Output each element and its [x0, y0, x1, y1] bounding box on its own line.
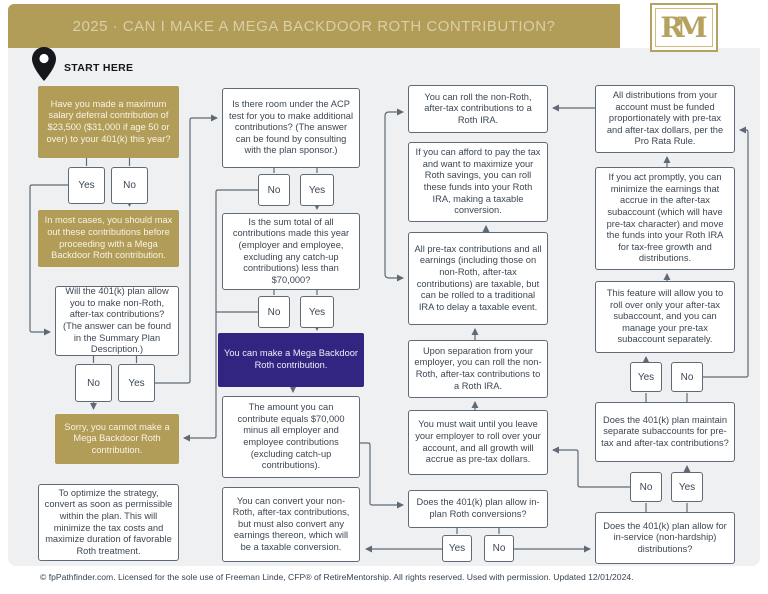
question-plan-allows-after-tax: Will the 401(k) plan allow you to make non-Roth, after-tax contributions? (The answer can be found in the Summary Plan Description.): [55, 286, 179, 356]
info-max-out-contributions: In most cases, you should max out these contributions before proceeding with a Mega Backdoor Roth contribution.: [38, 210, 179, 267]
q5-yes-box: Yes: [442, 535, 472, 562]
q4-no-box: No: [258, 296, 290, 328]
info-optimize-strategy: To optimize the strategy, convert as soon as permissible within the plan. This will minimize the tax costs and maximize duration of favorable Roth treatment.: [38, 484, 179, 561]
question-acp-test-room: Is there room under the ACP test for you to make additional contributions? (The answer can be found by consulting with the plan sponsor.): [222, 88, 360, 168]
question-inservice-distributions: Does the 401(k) plan allow for in-service (non-hardship) distributions?: [595, 512, 735, 564]
q6-yes-box: Yes: [671, 472, 703, 502]
info-pretax-taxable: All pre-tax contributions and all earnings (including those on non-Roth, after-tax contributions) are taxable, but can be rolled to a traditional IRA to delay a taxable event.: [408, 232, 548, 325]
q3-no-box: No: [258, 174, 290, 206]
info-must-wait: You must wait until you leave your employer to roll over your account, and all growth will accrue as pre-tax dollars.: [408, 410, 548, 475]
logo-monogram: RM: [660, 11, 701, 44]
q7-no-box: No: [671, 362, 703, 392]
q3-yes-box: Yes: [300, 174, 334, 206]
q1-yes-box: Yes: [68, 167, 105, 204]
question-sum-under-70000: Is the sum total of all contributions made this year (employer and employee, excluding any catch-up contributions) less than $70,000?: [222, 213, 360, 290]
question-inplan-roth-conversions: Does the 401(k) plan allow in-plan Roth conversions?: [408, 490, 548, 528]
info-upon-separation: Upon separation from your employer, you can roll the non-Roth, after-tax contributions to a Roth IRA.: [408, 340, 548, 398]
info-contribution-amount: The amount you can contribute equals $70,000 minus all employer and employee contributions (excluding catch-up contributions).: [222, 396, 360, 478]
q7-yes-box: Yes: [630, 362, 662, 392]
copyright-footer: © fpPathfinder.com. Licensed for the sole use of Freeman Linde, CFP® of RetireMentorship. All rights reserved. Used with permission. Updated 12/01/2024.: [40, 572, 634, 582]
question-separate-subaccounts: Does the 401(k) plan maintain separate subaccounts for pre-tax and after-tax contributions?: [595, 402, 735, 462]
q2-yes-box: Yes: [118, 364, 155, 402]
info-afford-tax-conversion: If you can afford to pay the tax and want to maximize your Roth savings, you can roll these funds into your Roth IRA, making a taxable conversion.: [408, 142, 548, 222]
q4-yes-box: Yes: [300, 296, 334, 328]
question-max-salary-deferral: Have you made a maximum salary deferral contribution of $23,500 ($31,000 if age 50 or over) to your 401(k) this year?: [38, 86, 179, 158]
result-can-make-contribution: You can make a Mega Backdoor Roth contribution.: [218, 333, 364, 387]
info-act-promptly: If you act promptly, you can minimize the earnings that accrue in the after-tax subaccount (which will have pre-tax character) and move the funds into your Roth IRA for tax-free growth and distributions.: [595, 167, 735, 270]
start-here-label: START HERE: [64, 62, 134, 74]
page-title: 2025 · CAN I MAKE A MEGA BACKDOOR ROTH CONTRIBUTION?: [72, 17, 556, 35]
q2-no-box: No: [75, 364, 112, 402]
q5-no-box: No: [484, 535, 514, 562]
q1-no-box: No: [111, 167, 148, 204]
result-cannot-make-contribution: Sorry, you cannot make a Mega Backdoor Roth contribution.: [55, 414, 179, 464]
info-roll-to-roth-ira: You can roll the non-Roth, after-tax contributions to a Roth IRA.: [408, 85, 548, 133]
q6-no-box: No: [630, 472, 662, 502]
info-subaccount-feature: This feature will allow you to roll over only your after-tax subaccount, and you can manage your pre-tax subaccount separately.: [595, 281, 735, 353]
info-pro-rata-rule: All distributions from your account must be funded proportionately with pre-tax and after-tax dollars, per the Pro Rata Rule.: [595, 85, 735, 153]
info-convert-after-tax: You can convert your non-Roth, after-tax contributions, but must also convert any earnings thereon, which will be a taxable conversion.: [222, 487, 360, 562]
